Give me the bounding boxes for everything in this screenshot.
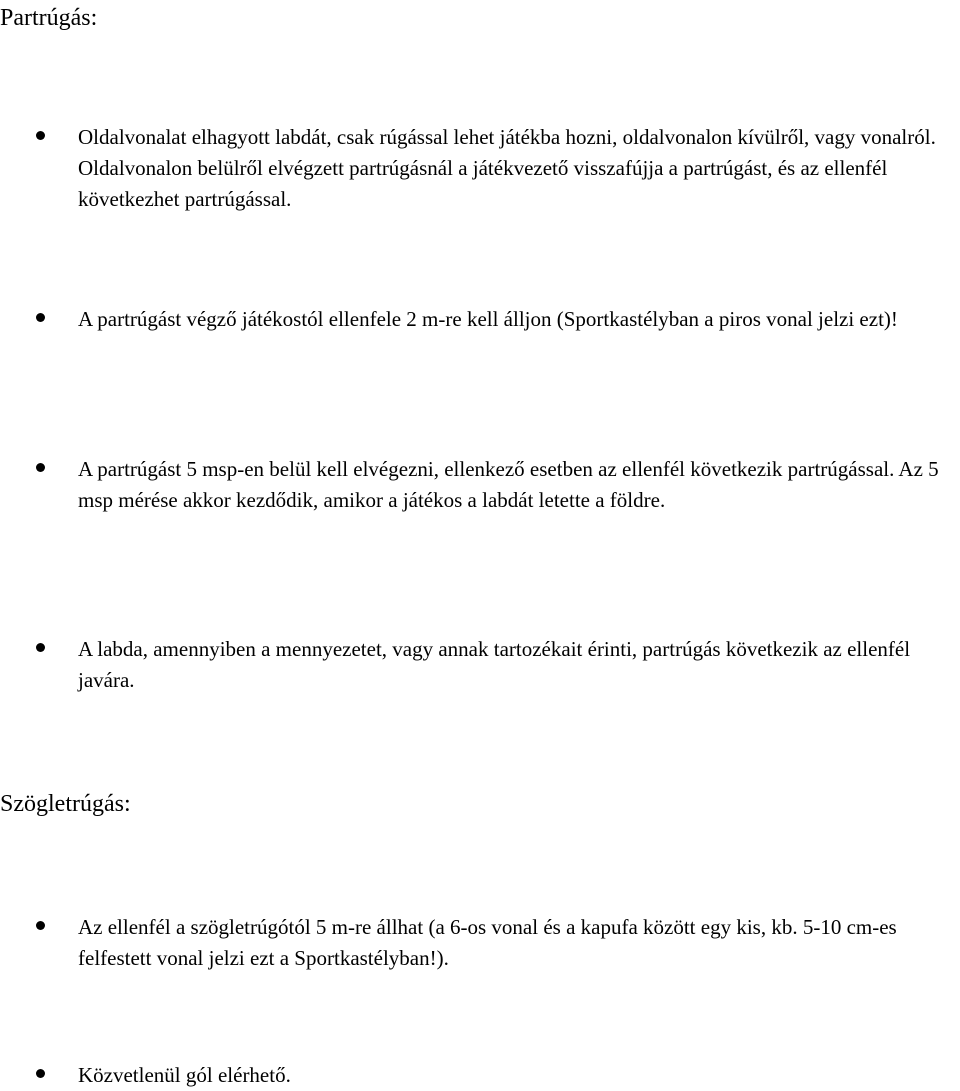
bullet-icon (36, 313, 45, 322)
list-item: A labda, amennyiben a mennyezetet, vagy annak tartozékait érinti, partrúgás következik az ellenfél javára. (78, 637, 911, 692)
bullet-icon (36, 463, 45, 472)
bullet-icon (36, 131, 45, 140)
section-heading-szogletrugas: Szögletrúgás: (0, 791, 131, 817)
list-item: Oldalvonalat elhagyott labdát, csak rúgással lehet játékba hozni, oldalvonalon kívülről, vagy vonalról. Oldalvonalon belülről elvégzett partrúgásnál a játékvezető visszafújja a partrúgást, és az ellenfél következhet partrúgással. (78, 125, 936, 211)
list-item: Az ellenfél a szögletrúgótól 5 m-re állhat (a 6-os vonal és a kapufa között egy kis, kb. 5-10 cm-es felfestett vonal jelzi ezt a Sportkastélyban!). (78, 915, 897, 970)
bullet-icon (36, 1069, 45, 1078)
list-item: A partrúgást végző játékostól ellenfele 2 m-re kell álljon (Sportkastélyban a piros vonal jelzi ezt)! (78, 307, 898, 331)
list-item: Közvetlenül gól elérhető. (78, 1063, 291, 1087)
list-item: A partrúgást 5 msp-en belül kell elvégezni, ellenkező esetben az ellenfél következik partrúgással. Az 5 msp mérése akkor kezdődik, amikor a játékos a labdát letette a földre. (78, 457, 939, 512)
bullet-icon (36, 643, 45, 652)
bullet-icon (36, 921, 45, 930)
section-heading-partrugas: Partrúgás: (0, 5, 98, 31)
